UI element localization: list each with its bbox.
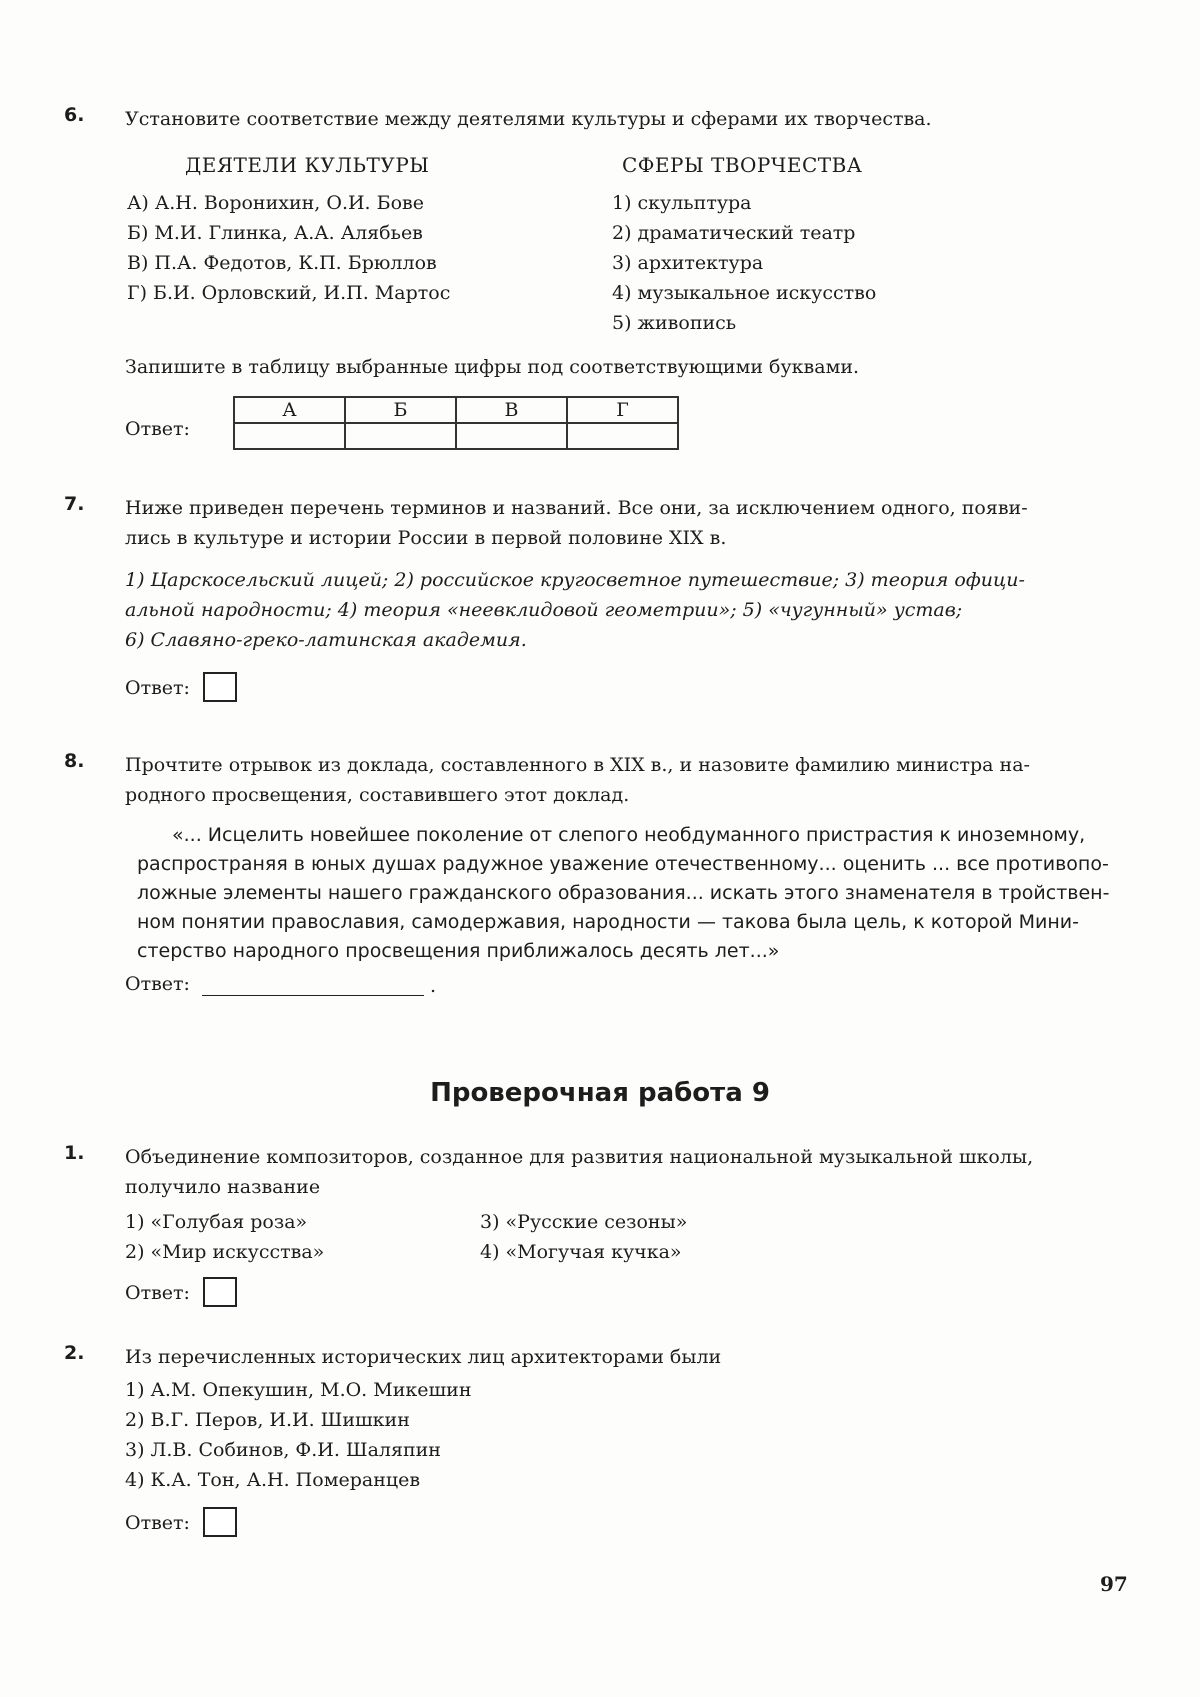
w9q1-prompt-line: получило название: [125, 1176, 321, 1198]
q8-quote-line: «... Исцелить новейшее поколение от слепого необдуманного пристрастия к иноземному,: [172, 824, 1086, 846]
q6-instruction: Запишите в таблицу выбранные цифры под соответствующими буквами.: [125, 356, 860, 378]
q7-answer-label: Ответ:: [125, 677, 190, 699]
w9-question-2-number: 2.: [64, 1342, 85, 1364]
w9q2-option: 1) А.М. Опекушин, М.О. Микешин: [125, 1379, 472, 1401]
q6-right-item: 2) драматический театр: [612, 222, 856, 244]
q8-quote-line: ложные элементы нашего гражданского образования... искать этого знаменателя в тройствен-: [137, 882, 1110, 904]
w9-question-2-prompt: Из перечисленных исторических лиц архитекторами были: [125, 1346, 722, 1368]
q6-answer-cell-v[interactable]: [456, 423, 567, 449]
w9q1-answer-box[interactable]: [203, 1277, 237, 1307]
w9q2-answer-label: Ответ:: [125, 1512, 190, 1534]
w9-question-1-number: 1.: [64, 1142, 85, 1164]
question-7-prompt: [125, 493, 1132, 553]
q6-right-item: 3) архитектура: [612, 252, 764, 274]
q6-left-item: Г) Б.И. Орловский, И.П. Мартос: [127, 282, 451, 304]
question-7-number: 7.: [64, 493, 85, 515]
q8-answer-line[interactable]: [202, 973, 424, 996]
q8-prompt-line: Прочтите отрывок из доклада, составленного в XIX в., и назовите фамилию министра на-: [125, 754, 1030, 776]
question-8-number: 8.: [64, 750, 85, 772]
w9q1-option-3: 3) «Русские сезоны»: [480, 1211, 688, 1233]
q8-quote-line: ном понятии православия, самодержавия, народности — такова была цель, к которой Мини-: [137, 911, 1080, 933]
q7-prompt-line: Ниже приведен перечень терминов и названий. Все они, за исключением одного, появи-: [125, 497, 1028, 519]
q8-answer-period: .: [430, 975, 437, 997]
q6-table-header-v: В: [456, 397, 567, 423]
question-6-prompt: Установите соответствие между деятелями культуры и сферами их творчества.: [125, 108, 932, 130]
q6-right-item: 1) скульптура: [612, 192, 752, 214]
w9q2-option: 3) Л.В. Собинов, Ф.И. Шаляпин: [125, 1439, 441, 1461]
q6-answer-cell-g[interactable]: [567, 423, 678, 449]
q8-answer-label: Ответ:: [125, 973, 190, 995]
w9q2-option: 4) К.А. Тон, А.Н. Померанцев: [125, 1469, 421, 1491]
question-6-number: 6.: [64, 104, 85, 126]
q6-left-list: [127, 188, 450, 308]
q7-list-line: 6) Славяно-греко-латинская академия.: [125, 629, 527, 651]
q6-right-header: СФЕРЫ ТВОРЧЕСТВА: [622, 153, 863, 177]
question-8-prompt: [125, 750, 1132, 810]
q8-quote-line: распространяя в юных душах радужное уважение отечественному... оценить ... все противопо-: [137, 853, 1109, 875]
q7-list-line: 1) Царскосельский лицей; 2) российское кругосветное путешествие; 3) теория офици-: [125, 569, 1025, 591]
q6-left-item: А) А.Н. Воронихин, О.И. Бове: [127, 192, 424, 214]
w9q1-option-4: 4) «Могучая кучка»: [480, 1241, 682, 1263]
q6-left-item: Б) М.И. Глинка, А.А. Алябьев: [127, 222, 423, 244]
q6-left-item: В) П.А. Федотов, К.П. Брюллов: [127, 252, 437, 274]
q7-answer-box[interactable]: [203, 672, 237, 702]
q6-right-list: [612, 188, 876, 338]
w9q1-answer-label: Ответ:: [125, 1282, 190, 1304]
q6-left-header: ДЕЯТЕЛИ КУЛЬТУРЫ: [185, 153, 430, 177]
q8-quote-line: стерство народного просвещения приближалось десять лет...»: [137, 940, 780, 962]
q6-answer-label: Ответ:: [125, 418, 190, 440]
q6-table-header-b: Б: [345, 397, 456, 423]
q8-prompt-line: родного просвещения, составившего этот доклад.: [125, 784, 630, 806]
page-number: 97: [1100, 1572, 1128, 1596]
w9q2-answer-box[interactable]: [203, 1507, 237, 1537]
section-title: Проверочная работа 9: [430, 1078, 770, 1108]
q7-prompt-line: лись в культуре и истории России в первой половине XIX в.: [125, 527, 727, 549]
q6-answer-cell-b[interactable]: [345, 423, 456, 449]
q6-right-item: 5) живопись: [612, 312, 737, 334]
q8-quote: [137, 821, 1132, 966]
w9q2-option: 2) В.Г. Перов, И.И. Шишкин: [125, 1409, 410, 1431]
q6-right-item: 4) музыкальное искусство: [612, 282, 877, 304]
q7-list-line: альной народности; 4) теория «неевклидовой геометрии»; 5) «чугунный» устав;: [125, 599, 963, 621]
w9q1-option-1: 1) «Голубая роза»: [125, 1211, 308, 1233]
q6-table-header-g: Г: [567, 397, 678, 423]
q6-answer-cell-a[interactable]: [234, 423, 345, 449]
w9-question-1-prompt: [125, 1142, 1132, 1202]
w9q2-options: [125, 1375, 472, 1495]
w9q1-option-2: 2) «Мир искусства»: [125, 1241, 325, 1263]
q6-table-header-a: А: [234, 397, 345, 423]
q6-answer-table: [233, 396, 679, 450]
q7-term-list: [125, 565, 1132, 655]
w9q1-prompt-line: Объединение композиторов, созданное для развития национальной музыкальной школы,: [125, 1146, 1034, 1168]
